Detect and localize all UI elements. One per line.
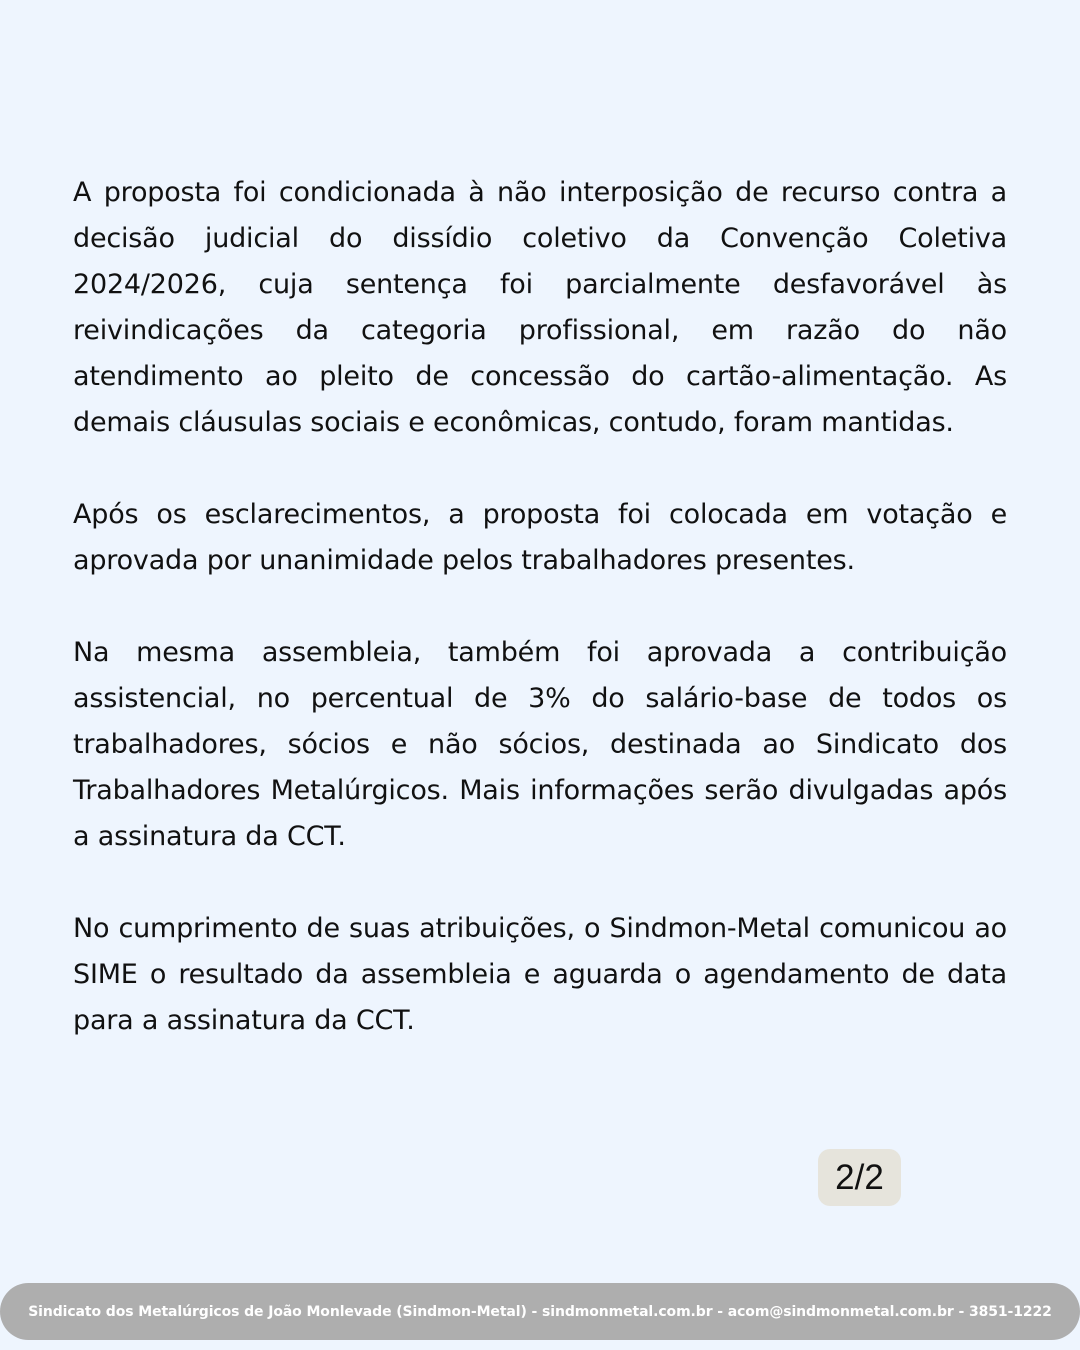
article-paragraph-2: Após os esclarecimentos, a proposta foi colocada em votação e aprovada por unanimidade pelos trabalhadores presentes. — [73, 499, 1007, 576]
article-body — [73, 170, 1007, 1090]
article-paragraph-1: A proposta foi condicionada à não interposição de recurso contra a decisão judicial do dissídio coletivo da Convenção Coletiva 2024/2026, cuja sentença foi parcialmente desfavorável às reivindicações da categoria profissional, em razão do não atendimento ao pleito de concessão do cartão-alimentação. As demais cláusulas sociais e econômicas, contudo, foram mantidas. — [73, 177, 1007, 438]
footer-bar — [0, 1283, 1080, 1340]
article-paragraph-4: No cumprimento de suas atribuições, o Sindmon-Metal comunicou ao SIME o resultado da assembleia e aguarda o agendamento de data para a assinatura da CCT. — [73, 913, 1007, 1036]
footer-contact-text: Sindicato dos Metalúrgicos de João Monlevade (Sindmon-Metal) - sindmonmetal.com.br - acom@sindmonmetal.com.br - 3851-1222 — [28, 1303, 1052, 1320]
article-paragraph-3: Na mesma assembleia, também foi aprovada a contribuição assistencial, no percentual de 3% do salário-base de todos os trabalhadores, sócios e não sócios, destinada ao Sindicato dos Trabalhadores Metalúrgicos. Mais informações serão divulgadas após a assinatura da CCT. — [73, 637, 1007, 852]
page-indicator: 2/2 — [818, 1149, 901, 1206]
